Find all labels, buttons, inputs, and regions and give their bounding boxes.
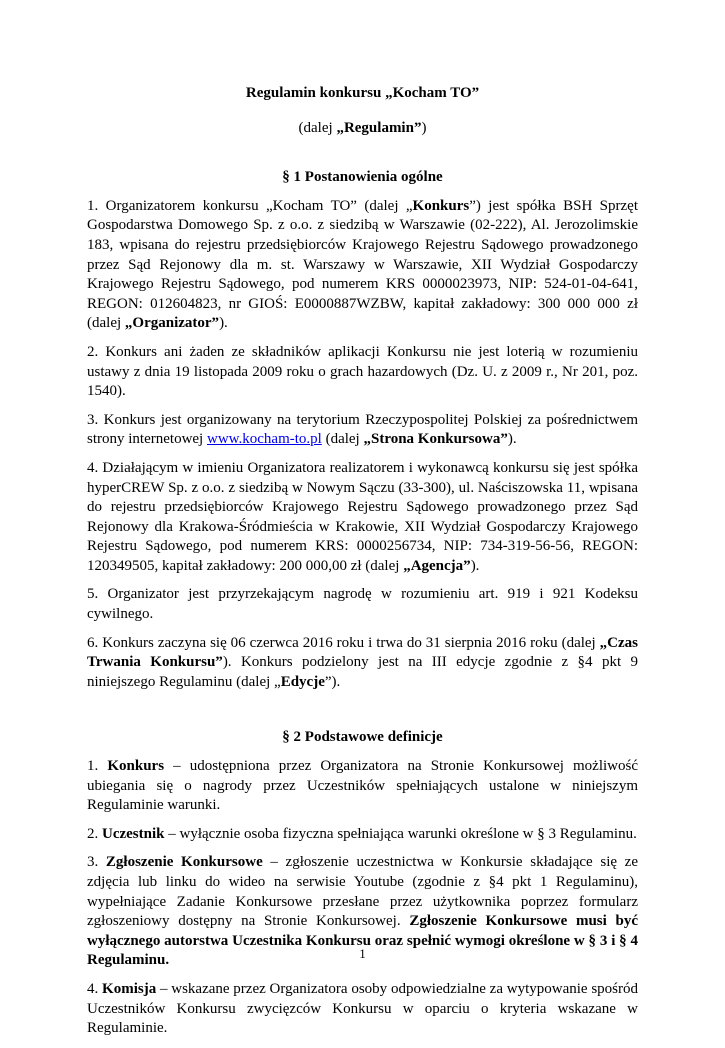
p6-term-czas: „Czas Trwania Konkursu” (87, 634, 638, 671)
section-1-paragraph-5: 5. Organizator jest przyrzekającym nagrodę w rozumieniu art. 919 i 921 Kodeksu cywilnego. (87, 586, 638, 623)
website-link[interactable]: www.kocham-to.pl (206, 431, 322, 448)
definition-text: – wskazane przez Organizatora osoby odpowiedzialne za wytypowanie spośród Uczestników Konkursu zwycięzców Konkursu w oparciu o kryteria wskazane w Regulaminie. (87, 980, 639, 1037)
section-2-heading: § 2 Podstawowe definicje (282, 729, 443, 746)
section-1-paragraph-2: 2. Konkurs ani żaden ze składników aplikacji Konkursu nie jest loterią w rozumieniu ustawy z dnia 19 listopada 2009 roku o grach hazardowych (Dz. U. z 2009 r., Nr 201, poz. 1540). (87, 343, 638, 400)
p6-term-edycje: Edycje (280, 673, 325, 690)
section-1-heading: § 1 Postanowienia ogólne (282, 169, 443, 186)
p1-term-organizator: „Organizator” (124, 315, 220, 332)
definition-text: – udostępniona przez Organizatora na Stronie Konkursowej możliwość ubiegania się o nagrody przez Uczestników spełniających ustalone w niniejszym Regulaminie warunki. (87, 758, 638, 814)
definition-term: Uczestnik (102, 825, 165, 842)
p1-text-c: ”) jest spółka BSH Sprzęt Gospodarstwa Domowego Sp. z o.o. z siedzibą w Warszawie (02-222), Al. Jerozolimskie 183, wpisana do rejestru przedsiębiorców Krajowego Rejestru Sądowego prowadzonego przez Sąd Rejonowy dla m. st. Warszawy w Warszawie, XII Wydział Gospodarczy Krajowego Rejestru Sądowego, pod numerem KRS 0000023973, NIP: 524-01-04-641, REGON: 012604823, nr GIOŚ: E0000887WZBW, kapitał zakładowy: 300 000 000 zł (dalej (87, 197, 638, 332)
p6-text-c: ). Konkurs podzielony jest na III edycje zgodnie z §4 pkt 9 niniejszego Regulaminu (dalej „ (87, 654, 638, 690)
p3-text-a: 3. Konkurs jest organizowany na terytorium Rzeczypospolitej Polskiej za pośrednictwem strony internetowej (87, 411, 638, 448)
p4-text-a: 4. Działającym w imieniu Organizatora realizatorem i wykonawcą konkursu się jest spółka hyperCREW Sp. z o.o. z siedzibą w Nowym Sączu (33-300), ul. Naściszowska 11, wpisana do rejestru przedsiębiorców Krajowego Rejestru Sądowego prowadzonego przez Sąd Rejonowy dla Krakowa-Śródmieścia w Krakowie, XII Wydział Gospodarczy Krajowego Rejestru Sądowego, pod numerem KRS: 0000256734, NIP: 734-319-56-56, REGON: 120349505, kapitał zakładowy: 200 000,00 zł (dalej (87, 459, 638, 574)
definition-number: 4. (87, 980, 103, 997)
p4-term-agencja: „Agencja” (403, 557, 471, 574)
section-1-paragraph-6 (87, 634, 638, 693)
p3-term-strona: „Strona Konkursowa” (363, 431, 508, 448)
definition-text: – zgłoszenie uczestnictwa w Konkursie składające się ze zdjęcia lub linku do wideo na serwisie Youtube (zgodnie z §4 pkt 1 Regulaminu), wypełniające Zadanie Konkursowe przesłane przez użytkownika poprzez formularz zgłoszeniowy dostępny na Stronie Konkursowej. (87, 854, 638, 930)
definition-term: Konkurs (107, 758, 165, 775)
subtitle-suffix: ) (421, 119, 427, 136)
definition-2 (87, 825, 638, 845)
p1-text-e: ). (219, 315, 228, 332)
document-title: Regulamin konkursu „Kocham TO” (245, 85, 480, 101)
definition-term: Komisja (102, 980, 157, 997)
document-body (87, 84, 638, 1048)
definition-text: – wyłącznie osoba fizyczna spełniająca warunki określone w § 3 Regulaminu. (164, 825, 637, 842)
section-1-paragraph-3 (87, 411, 638, 450)
subtitle-bold: „Regulamin” (336, 119, 422, 136)
definition-1 (87, 757, 638, 816)
p3-text-b: (dalej (321, 431, 364, 448)
section-1-paragraph-1 (87, 197, 638, 334)
p6-text-a: 6. Konkurs zaczyna się 06 czerwca 2016 roku i trwa do 31 sierpnia 2016 roku (dalej (87, 634, 600, 651)
p6-text-e: ”). (324, 673, 341, 690)
subtitle-prefix: (dalej (298, 119, 337, 136)
definition-bold-note: Zgłoszenie Konkursowe musi być wyłącznego autorstwa Uczestnika Konkursu oraz spełnić wymogi określone w § 3 i § 4 Regulaminu. (87, 913, 639, 969)
p1-text-a: 1. Organizatorem konkursu „Kocham TO” (dalej „ (87, 197, 413, 214)
document-subtitle (87, 119, 638, 139)
p3-text-d: ). (507, 431, 517, 448)
p1-term-konkurs: Konkurs (412, 197, 470, 214)
definition-number: 2. (87, 825, 102, 842)
definition-number: 1. (87, 758, 108, 775)
section-1-paragraph-4 (87, 459, 638, 577)
definition-number: 3. (87, 854, 106, 871)
definition-term: Zgłoszenie Konkursowe (105, 854, 263, 871)
definition-4 (87, 980, 638, 1039)
page-number: 1 (359, 946, 366, 961)
p4-text-c: ). (470, 557, 480, 574)
